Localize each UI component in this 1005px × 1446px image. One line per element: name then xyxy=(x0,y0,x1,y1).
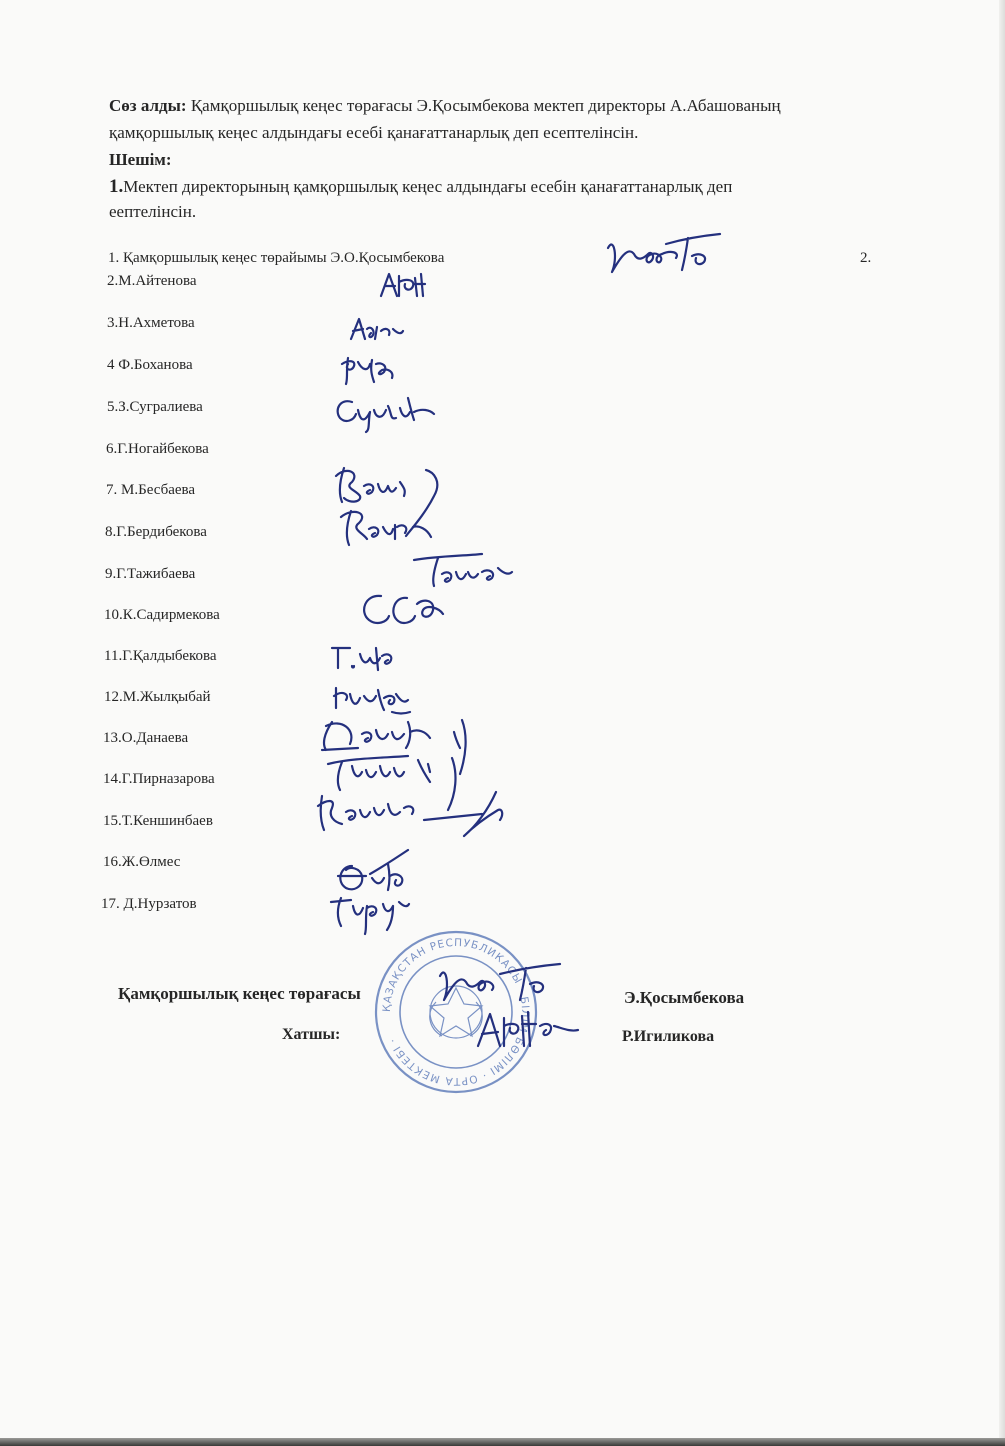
intro-line-2: қамқоршылық кеңес алдындағы есебі қанағаттанарлық деп есептелінсін. xyxy=(109,123,639,142)
secretary-name: Р.Игиликова xyxy=(622,1028,715,1045)
signature-3 xyxy=(345,313,407,345)
signature-15 xyxy=(312,786,522,852)
member-7: 7. М.Бесбаева xyxy=(106,482,196,498)
signature-8 xyxy=(335,505,445,551)
signature-1 xyxy=(600,228,730,288)
member-13: 13.О.Данаева xyxy=(103,730,189,746)
page-edge-shadow xyxy=(999,0,1005,1446)
chair-name: Э.Қосымбекова xyxy=(624,988,745,1007)
member-8: 8.Г.Бердибекова xyxy=(105,524,207,540)
signature-11 xyxy=(328,638,404,678)
signature-5 xyxy=(330,392,440,434)
member-4: 4 Ф.Боханова xyxy=(107,357,193,373)
intro-text: Қамқоршылық кеңес төрағасы Э.Қосымбекова мектеп директоры А.Абашованың xyxy=(186,96,781,115)
intro-line-1 xyxy=(109,95,781,117)
member-1: 1. Қамқоршылық кеңес төрайымы Э.О.Қосымбекова xyxy=(108,250,445,266)
member-16: 16.Ж.Өлмес xyxy=(103,854,181,870)
member-15: 15.Т.Кеншинбаев xyxy=(103,813,213,829)
member-5: 5.З.Сугралиева xyxy=(107,399,203,415)
stray-number: 2. xyxy=(860,250,872,266)
secretary-signature xyxy=(470,1006,590,1056)
decision-line-1 xyxy=(109,176,732,198)
secretary-label: Хатшы: xyxy=(282,1026,341,1043)
decision-line-2: еептелінсін. xyxy=(109,202,197,221)
chair-label: Қамқоршылық кеңес төрағасы xyxy=(118,984,361,1003)
page-bottom-edge xyxy=(0,1438,1005,1446)
member-14: 14.Г.Пирназарова xyxy=(103,771,215,787)
member-17: 17. Д.Нурзатов xyxy=(101,896,197,912)
signature-2 xyxy=(375,268,435,302)
intro-lead: Сөз алды: xyxy=(109,96,187,115)
member-11: 11.Г.Қалдыбекова xyxy=(104,648,217,664)
decision-text: Мектеп директорының қамқоршылық кеңес алдындағы есебін қанағаттанарлық деп xyxy=(123,177,733,196)
decision-number: 1. xyxy=(109,176,124,197)
member-10: 10.К.Садирмекова xyxy=(104,607,220,623)
stamp-rim-text: ҚАЗАҚСТАН РЕСПУБЛИКАСЫ · БІЛІМ БӨЛІМІ · ОРТА МЕКТЕБІ · xyxy=(380,936,532,1088)
member-12: 12.М.Жылқыбай xyxy=(104,689,211,705)
signature-16-flourish xyxy=(360,848,410,878)
member-6: 6.Г.Ногайбекова xyxy=(106,441,209,457)
member-3: 3.Н.Ахметова xyxy=(107,315,195,331)
decision-heading: Шешім: xyxy=(109,150,172,169)
member-9: 9.Г.Тажибаева xyxy=(105,566,196,582)
member-2: 2.М.Айтенова xyxy=(107,273,197,289)
signature-10 xyxy=(355,588,451,632)
signature-4 xyxy=(338,348,402,388)
